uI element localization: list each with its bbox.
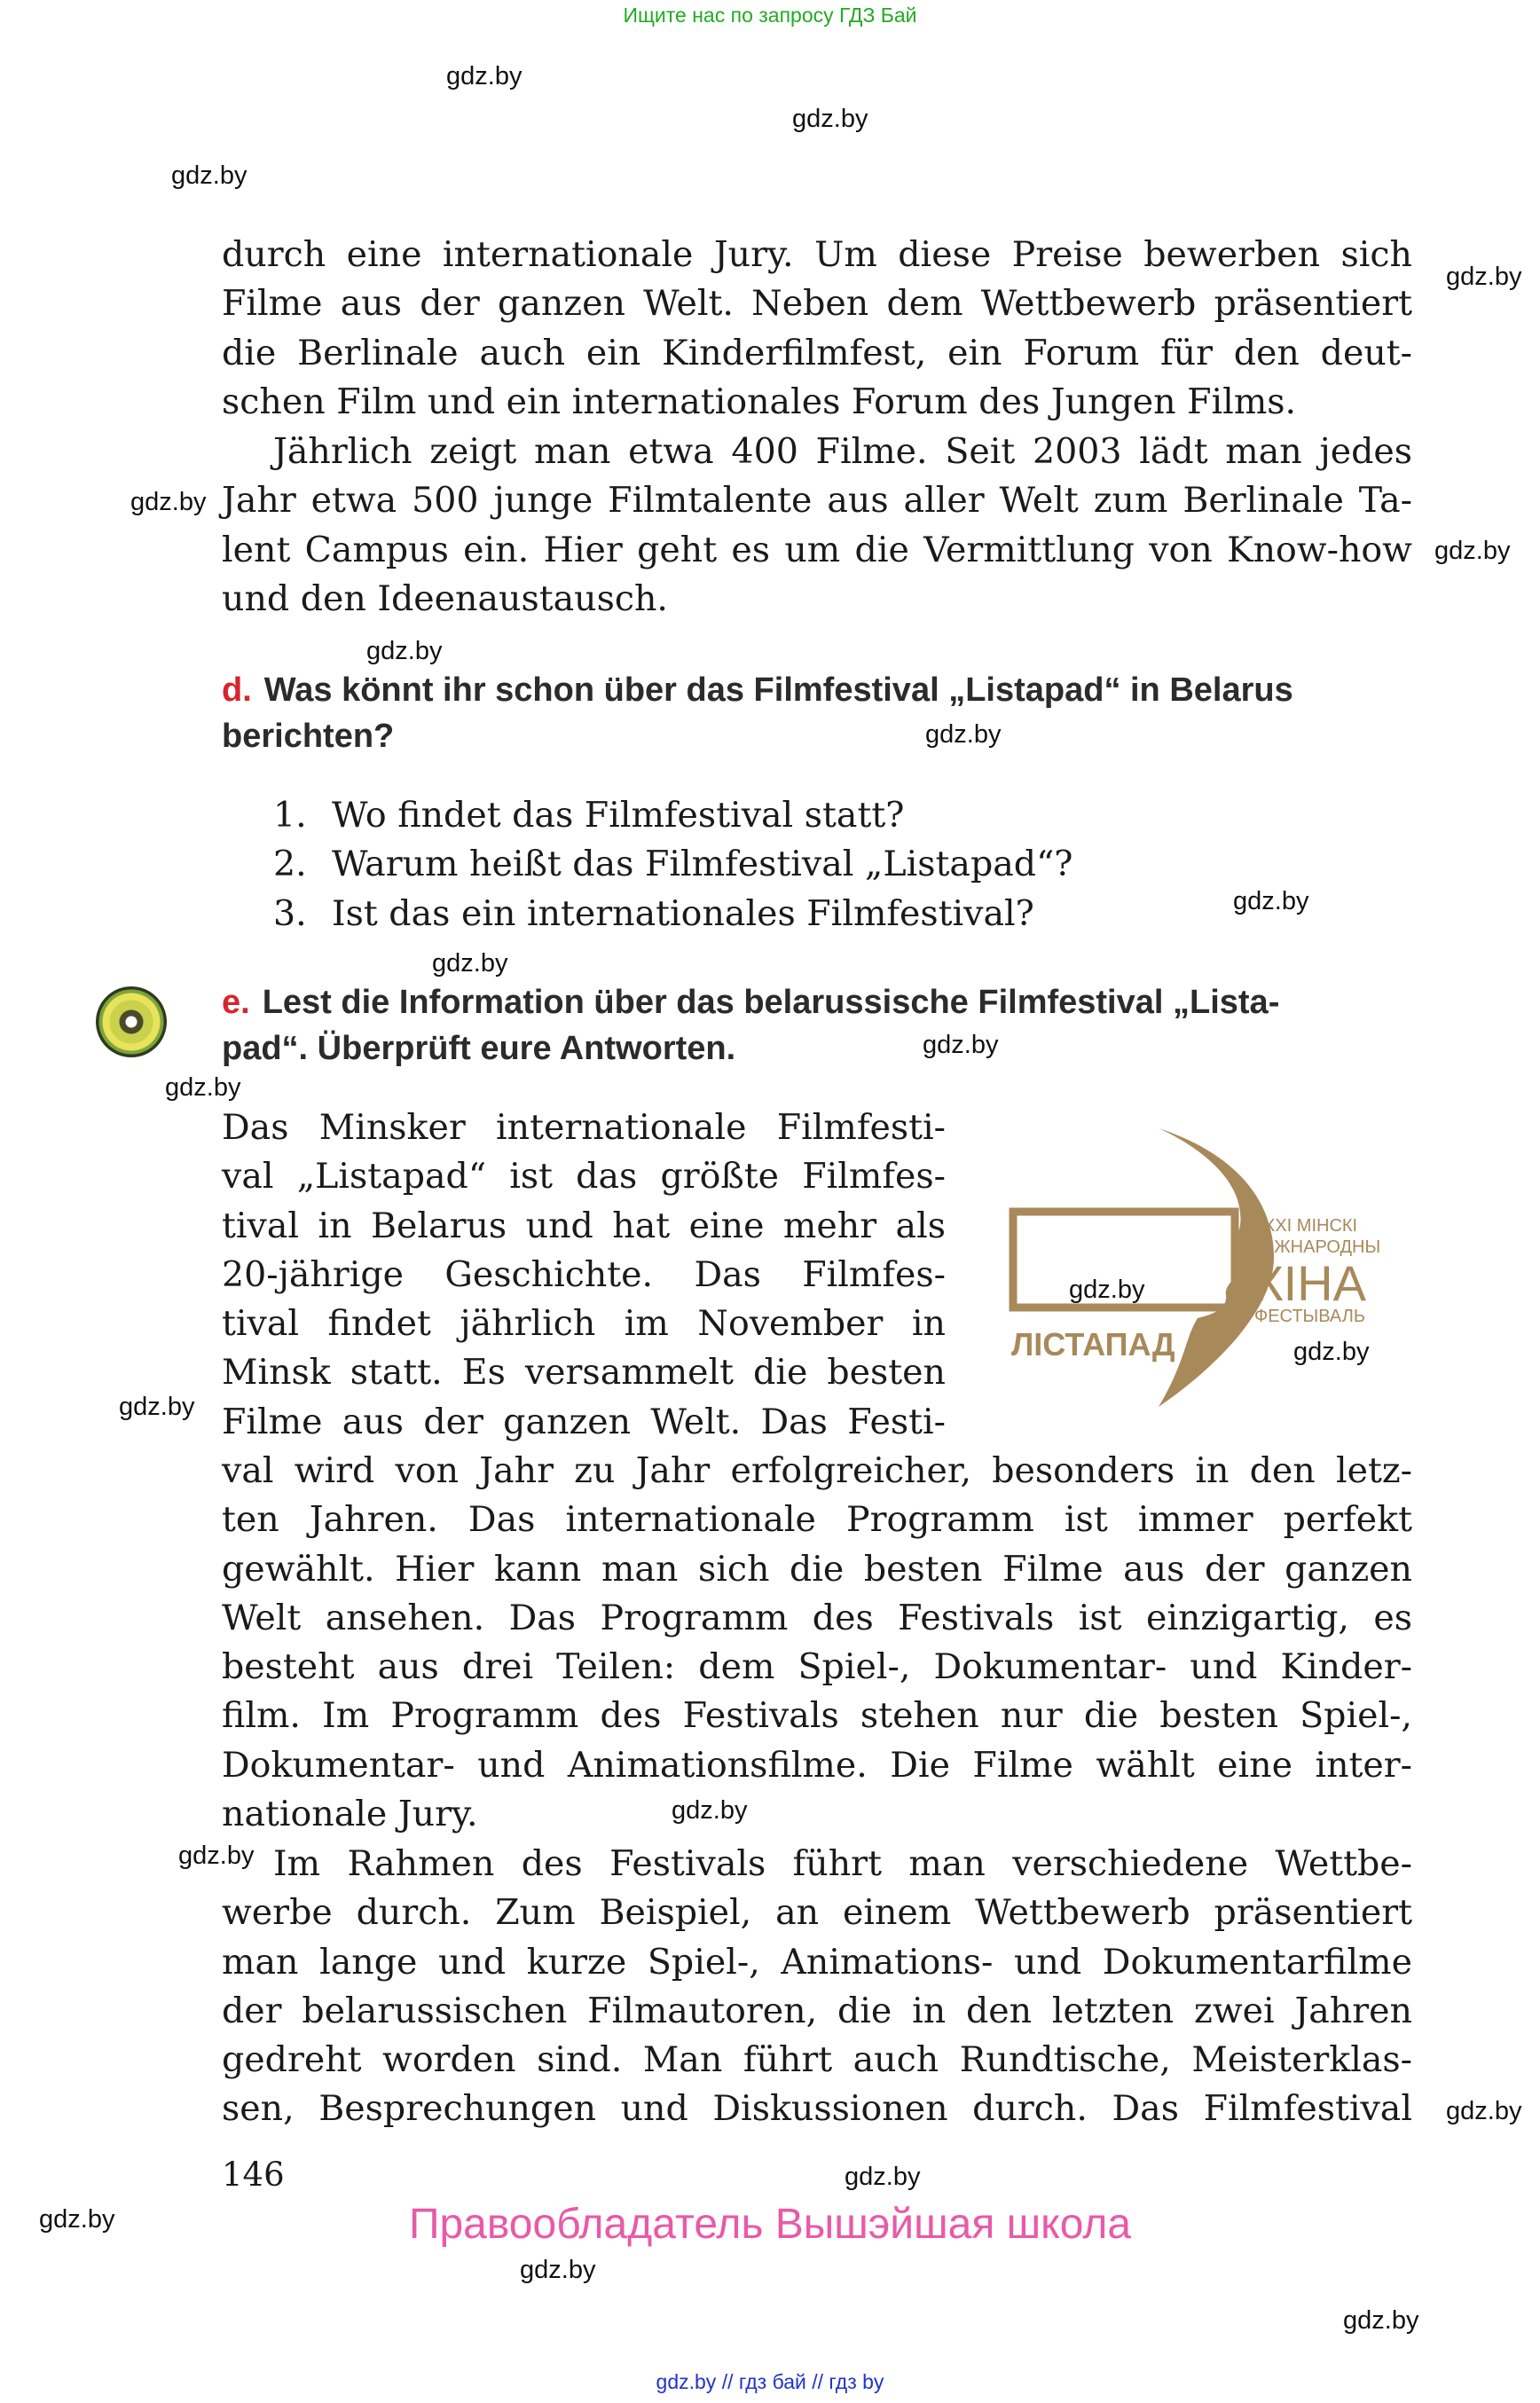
watermark: gdz.by — [1343, 2306, 1419, 2335]
text-line: und den Ideenaustausch. — [222, 577, 668, 619]
text-line: man lange und kurze Spiel-, Animations- und Dokumentarfilme — [222, 1941, 1412, 1983]
text-line: Welt ansehen. Das Programm des Festivals ist einzigartig, es — [222, 1597, 1412, 1638]
logo-line-1: XXI МІНСКІ — [1263, 1216, 1358, 1236]
logo-frame — [1013, 1212, 1235, 1308]
watermark: gdz.by — [130, 488, 207, 516]
text-line: tival in Belarus und hat eine mehr als — [222, 1205, 946, 1246]
question-text: Wo findet das Filmfestival statt? — [332, 795, 905, 836]
text-line: ten Jahren. Das internationale Programm ist immer perfekt — [222, 1499, 1412, 1541]
watermark: gdz.by — [1233, 887, 1309, 915]
text-line: lent Campus ein. Hier geht es um die Vermittlung von Know-how — [222, 529, 1412, 570]
task-d — [222, 667, 1412, 759]
watermark: gdz.by — [1434, 537, 1511, 565]
watermark: gdz.by — [39, 2205, 115, 2234]
text-line: gewählt. Hier kann man sich die besten Filme aus der ganzen — [222, 1548, 1412, 1590]
text-line: val „Listapad“ ist das größte Filmfes- — [222, 1156, 946, 1198]
paragraph-listapad-program — [222, 1447, 1412, 1839]
watermark: gdz.by — [792, 105, 868, 133]
watermark: gdz.by — [178, 1842, 255, 1870]
list-item — [273, 791, 1072, 840]
top-banner[interactable]: Ищите нас по запросу ГДЗ Бай — [623, 4, 917, 27]
logo-line-2: МІЖНАРОДНЫ — [1254, 1237, 1381, 1257]
watermark: gdz.by — [1293, 1338, 1370, 1366]
text-line: Jahr etwa 500 junge Filmtalente aus aller Welt zum Berlinale Ta- — [222, 480, 1412, 522]
text-line: Jährlich zeigt man etwa 400 Filme. Seit 2003 lädt man jedes — [273, 431, 1412, 472]
text-line: schen Film und ein internationales Forum des Jungen Films. — [222, 381, 1297, 422]
bottom-banner-links[interactable]: gdz.by // гдз бай // гдз by — [656, 2370, 884, 2393]
question-text: Ist das ein internationales Filmfestival? — [332, 892, 1034, 934]
text-line: Dokumentar- und Animationsfilme. Die Filme wählt eine inter- — [222, 1744, 1412, 1786]
text-line: gedreht worden sind. Man führt auch Rundtische, Meisterklas- — [222, 2039, 1412, 2081]
task-text: Lest die Information über das belarussische Filmfestival „Lista- — [262, 984, 1280, 1021]
text-line: Das Minsker internationale Filmfesti- — [222, 1107, 946, 1148]
list-item — [273, 840, 1072, 889]
watermark: gdz.by — [1446, 263, 1522, 291]
watermark: gdz.by — [845, 2163, 921, 2191]
text-line: die Berlinale auch ein Kinderfilmfest, ein Forum für den deut- — [222, 332, 1412, 373]
task-text: berichten? — [222, 718, 395, 755]
paragraph-listapad-competitions — [222, 1840, 1412, 2134]
watermark: gdz.by — [1446, 2097, 1522, 2125]
text-line: nationale Jury. — [222, 1794, 478, 1835]
task-text: Was könnt ihr schon über das Filmfestival „Listapad“ in Belarus — [263, 671, 1293, 709]
text-line: Im Rahmen des Festivals führt man verschiedene Wettbe- — [273, 1843, 1412, 1884]
paragraph-listapad-intro — [222, 1103, 946, 1447]
text-line: tival findet jährlich im November in — [222, 1303, 946, 1345]
text-line: der belarussischen Filmautoren, die in den letzten zwei Jahren — [222, 1990, 1412, 2031]
watermark: gdz.by — [520, 2256, 596, 2284]
watermark: gdz.by — [119, 1393, 195, 1421]
task-e — [222, 979, 1412, 1072]
task-letter: d. — [222, 671, 252, 709]
watermark: gdz.by — [366, 637, 443, 665]
question-number: 2. — [273, 844, 307, 885]
watermark: gdz.by — [925, 720, 1002, 749]
watermark: gdz.by — [672, 1796, 748, 1825]
watermark: gdz.by — [446, 62, 522, 90]
text-line: Minsk statt. Es versammelt die besten — [222, 1352, 946, 1394]
audio-cd-icon[interactable] — [96, 986, 167, 1057]
listapad-festival-logo — [1008, 1125, 1428, 1412]
logo-line-5: ЛІСТАПАД — [1011, 1326, 1175, 1362]
watermark: gdz.by — [1069, 1276, 1145, 1304]
task-letter: e. — [222, 984, 250, 1021]
text-line: film. Im Programm des Festivals stehen nur die besten Spiel-, — [222, 1695, 1412, 1737]
paragraph-berlinale-talents — [222, 428, 1412, 624]
list-item — [273, 890, 1072, 938]
logo-line-3: КІНА — [1254, 1255, 1366, 1311]
text-line: durch eine internationale Jury. Um diese Preise bewerben sich — [222, 234, 1412, 275]
text-line: werbe durch. Zum Beispiel, an einem Wettbewerb präsentiert — [222, 1892, 1412, 1934]
question-number: 1. — [273, 795, 307, 836]
watermark: gdz.by — [432, 949, 508, 978]
page-number: 146 — [222, 2156, 285, 2194]
watermark: gdz.by — [171, 161, 248, 190]
text-line: Filme aus der ganzen Welt. Neben dem Wettbewerb präsentiert — [222, 283, 1412, 325]
watermark: gdz.by — [165, 1073, 241, 1102]
question-number: 3. — [273, 892, 307, 934]
question-list — [273, 791, 1072, 938]
watermark: gdz.by — [923, 1031, 999, 1059]
text-line: Filme aus der ganzen Welt. Das Festi- — [222, 1401, 946, 1442]
logo-line-4: ФЕСТЫВАЛЬ — [1254, 1307, 1365, 1326]
text-line: 20-jährige Geschichte. Das Filmfes- — [222, 1253, 946, 1295]
copyright-notice: Правообладатель Вышэйшая школа — [408, 2201, 1132, 2248]
text-line: sen, Besprechungen und Diskussionen durch. Das Filmfestival — [222, 2088, 1412, 2130]
task-text: pad“. Überprüft eure Antworten. — [222, 1030, 736, 1067]
text-line: val wird von Jahr zu Jahr erfolgreicher, besonders in den letz- — [222, 1450, 1412, 1491]
paragraph-berlinale-prizes — [222, 231, 1412, 427]
text-line: besteht aus drei Teilen: dem Spiel-, Dokumentar- und Kinder- — [222, 1646, 1412, 1688]
question-text: Warum heißt das Filmfestival „Listapad“? — [332, 844, 1073, 885]
